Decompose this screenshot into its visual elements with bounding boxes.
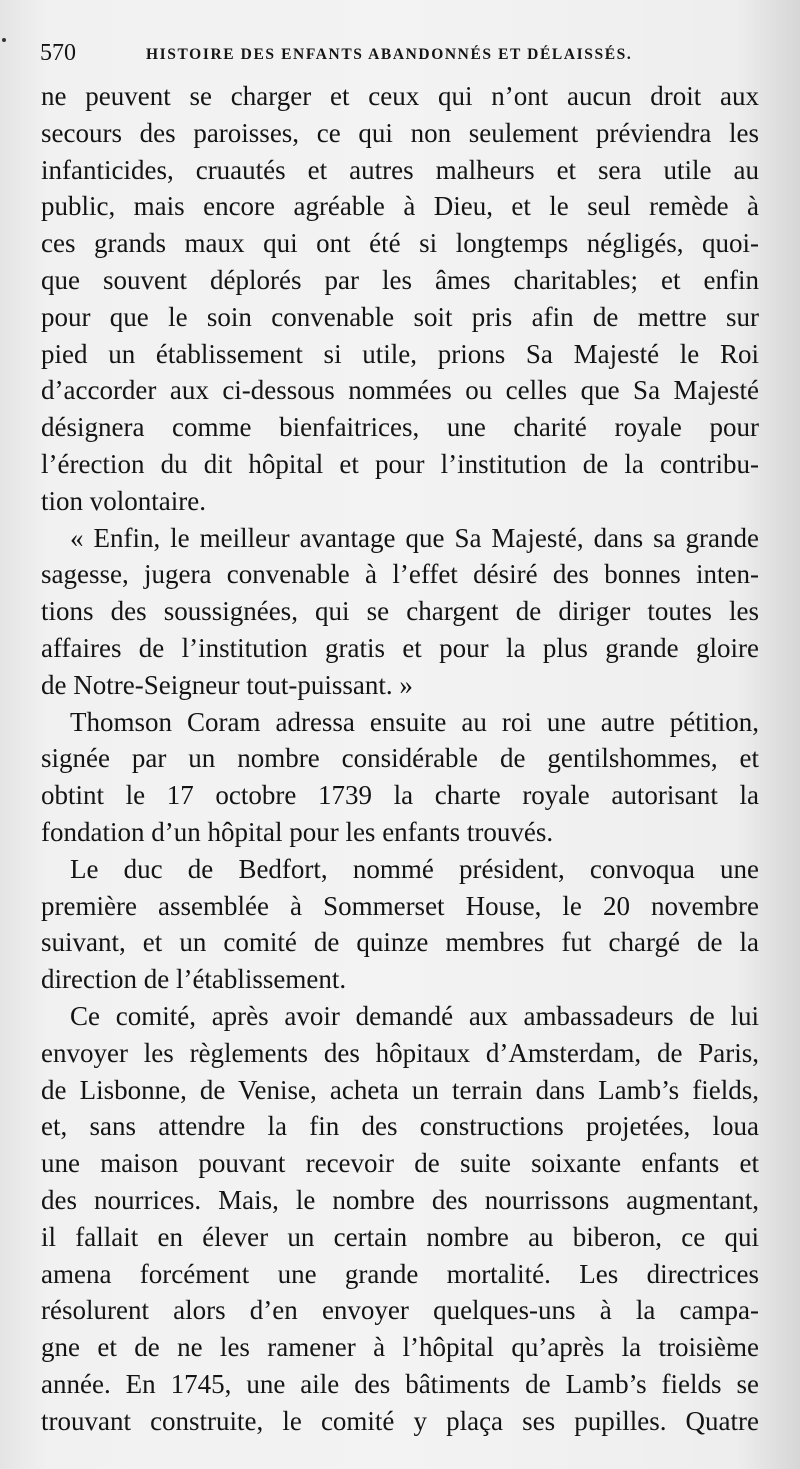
paragraph-end-line: tion volontaire. — [41, 485, 206, 516]
text-line: d’accorder aux ci-dessous nommées ou celles que Sa Majesté — [41, 375, 759, 406]
paragraph-end-line: fondation d’un hôpital pour les enfants trouvés. — [41, 816, 554, 847]
text-line: envoyer les règlements des hôpitaux d’Amsterdam, de Paris, — [41, 1037, 759, 1068]
text-line: que souvent déplorés par les âmes charitables; et enfin — [41, 264, 759, 295]
text-line: tions des soussignées, qui se chargent de diriger toutes les — [41, 596, 759, 627]
text-line: trouvant construite, le comité y plaça ses pupilles. Quatre — [41, 1405, 759, 1436]
text-line: l’érection du dit hôpital et pour l’institution de la contribu- — [41, 448, 759, 479]
text-line: ces grands maux qui ont été si longtemps négligés, quoi- — [41, 228, 759, 259]
paragraph-start-line: Ce comité, après avoir demandé aux ambassadeurs de lui — [70, 1000, 759, 1031]
paragraph-start-line: Thomson Coram adressa ensuite au roi une autre pétition, — [70, 706, 759, 737]
text-line: résolurent alors d’en envoyer quelques-uns à la campa- — [41, 1295, 759, 1326]
page-header — [40, 38, 760, 68]
paragraph-start-line: « Enfin, le meilleur avantage que Sa Majesté, dans sa grande — [70, 522, 759, 553]
text-line: année. En 1745, une aile des bâtiments de Lamb’s fields se — [41, 1368, 759, 1399]
text-line: affaires de l’institution gratis et pour la plus grande gloire — [41, 632, 759, 663]
text-line: sagesse, jugera convenable à l’effet désiré des bonnes inten- — [41, 559, 759, 590]
text-line: suivant, et un comité de quinze membres fut chargé de la — [41, 927, 759, 958]
paragraph-start-line: Le duc de Bedfort, nommé président, convoqua une — [70, 853, 759, 884]
text-line: il fallait en élever un certain nombre au biberon, ce qui — [41, 1221, 759, 1252]
paragraph-end-line: direction de l’établissement. — [41, 964, 347, 995]
running-title: HISTOIRE DES ENFANTS ABANDONNÉS ET DÉLAISSÉS. — [146, 46, 633, 63]
text-line: gne et de ne les ramener à l’hôpital qu’après la troisième — [41, 1332, 759, 1363]
text-line: public, mais encore agréable à Dieu, et le seul remède à — [41, 191, 759, 222]
text-line: signée par un nombre considérable de gentilshommes, et — [41, 743, 759, 774]
text-line: de Lisbonne, de Venise, acheta un terrain dans Lamb’s fields, — [41, 1074, 759, 1105]
page-number: 570 — [40, 40, 76, 66]
text-line: première assemblée à Sommerset House, le 20 novembre — [41, 890, 759, 921]
text-line: pour que le soin convenable soit pris afin de mettre sur — [41, 301, 759, 332]
text-line: infanticides, cruautés et autres malheurs et sera utile au — [41, 154, 759, 185]
paragraph-end-line: de Notre-Seigneur tout-puissant. » — [41, 669, 413, 700]
text-line: des nourrices. Mais, le nombre des nourrissons augmentant, — [41, 1184, 759, 1215]
margin-mark — [2, 38, 6, 42]
text-line: secours des paroisses, ce qui non seulement préviendra les — [41, 117, 759, 148]
text-line: désignera comme bienfaitrices, une charité royale pour — [41, 412, 759, 443]
text-line: obtint le 17 octobre 1739 la charte royale autorisant la — [41, 780, 759, 811]
text-line: une maison pouvant recevoir de suite soixante enfants et — [41, 1148, 759, 1179]
body-text — [41, 78, 759, 1439]
text-line: pied un établissement si utile, prions Sa Majesté le Roi — [41, 338, 759, 369]
text-line: et, sans attendre la fin des constructions projetées, loua — [41, 1111, 759, 1142]
text-line: amena forcément une grande mortalité. Les directrices — [41, 1258, 759, 1289]
text-line: ne peuvent se charger et ceux qui n’ont aucun droit aux — [41, 81, 759, 111]
